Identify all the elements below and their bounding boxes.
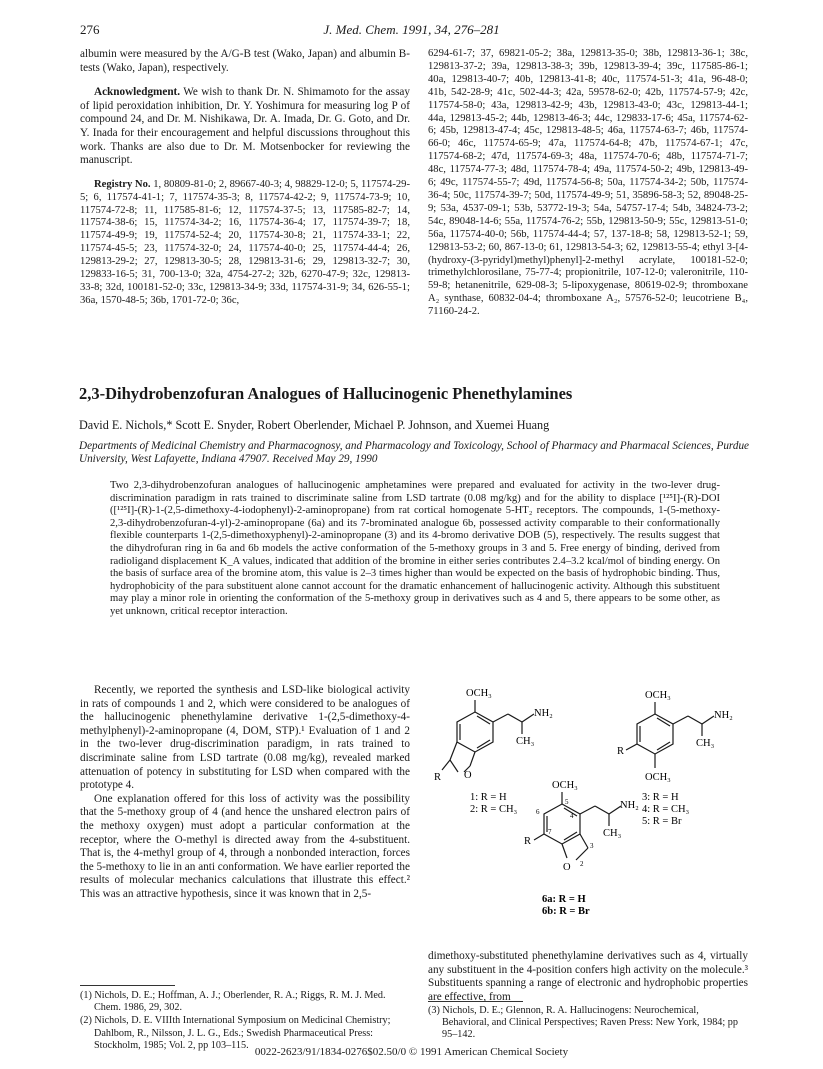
s12-och3-label: OCH₃: [466, 688, 492, 699]
compound-1-label: 1: R = H: [470, 792, 507, 803]
compound-6a-label: 6a: R = H: [542, 894, 586, 905]
top-right-column: [428, 48, 748, 319]
acknowledgment-body: We wish to thank Dr. N. Shimamoto for the assay of lipid peroxidation inhibition, Dr. Y. Yoshimura for measuring log P of compound 24, and Dr. M. Nishikawa, Dr. A. Imada, Dr. G. Goto, and Dr. Y. Inada for their encouragement and helpful discussions throughout this work. Thanks are also due to Dr. M. Motsenbocker for reviewing the manuscript.: [80, 86, 410, 167]
body-right-column: [428, 950, 748, 1004]
s12-r-label: R: [434, 772, 442, 783]
registry-heading: Registry No.: [94, 178, 151, 190]
compound-4-label: 4: R = CH₃: [642, 804, 690, 815]
s12-o-label: O: [464, 770, 472, 781]
article-title: 2,3-Dihydrobenzofuran Analogues of Hallucinogenic Phenethylamines: [79, 384, 573, 403]
running-header: J. Med. Chem. 1991, 34, 276–281: [323, 22, 500, 37]
article-abstract: Two 2,3-dihydrobenzofuran analogues of hallucinogenic amphetamines were prepared and evaluated for activity in the two-lever drug-discrimination paradigm in rats trained to discriminate saline from LSD tartrate (0.08 mg/kg) and for the ability to displace [¹²⁵I]-(R)-DOI ([¹²⁵I]-(R)-1-(2,5-dimethoxy-4-iodophenyl)-2-aminopropane) from rat cortical homogenate 5-HT₂ receptors. The compounds, 1-(5-methoxy-2,3-dihydrobenzofuran-4-yl)-2-aminopropane (6a) and its 7-brominated analogue 6b, possessed activity comparable to their conformationally flexible counterparts 1-(2,5-dimethoxyphenyl)-2-aminopropane (3) and its 4-bromo derivative DOB (5), respectively. The results suggest that the dihydrofuran ring in 6a and 6b models the active conformation of the 5-methoxy groups in 3 and 5. Free energy of binding, derived from radioligand displacement K_A values, indicated that addition of the bromine in either series contributes 2.4–3.2 kcal/mol of binding energy. On the basis of surface area of the bromine atom, this value is 2–3 times higher than would be expected on the basis of hydrophobic binding. Thus, hydrophobicity of the para substituent alone cannot account for the dramatic enhancement of hallucinogenic activity. Although this substituent may play a minor role in orienting the conformation of the 5-methoxy group in derivatives such as 4 and 5, there appears to be some other, as yet unknown, critical receptor interaction.: [110, 480, 720, 617]
previous-article-tail: albumin were measured by the A/G-B test (Wako, Japan) and albumin B-tests (Wako, Japan), respectively.: [80, 48, 410, 74]
compound-6b-label: 6b: R = Br: [542, 906, 590, 917]
page-footer: 0022-2623/91/1834-0276$02.50/0 © 1991 American Chemical Society: [254, 1046, 569, 1058]
s345-ch3-label: CH₃: [696, 738, 715, 749]
footnote-1: (1) Nichols, D. E.; Hoffman, A. J.; Oberlender, R. A.; Riggs, R. M. J. Med. Chem. 1986, 29, 302.: [80, 990, 386, 1014]
top-left-column: [80, 48, 410, 308]
s6-atom-6: 6: [536, 808, 540, 816]
compound-3-label: 3: R = H: [642, 792, 679, 803]
article-affiliation: Departments of Medicinal Chemistry and Pharmacognosy, and Pharmacology and Toxicology, School of Pharmacy and Pharmacal Sciences, Purdue University, West Lafayette, Indiana 47907. Received May 29, 1990: [79, 440, 750, 466]
registry-continued: 6294-61-7; 37, 69821-05-2; 38a, 129813-35-0; 38b, 129813-36-1; 38c, 129813-37-2; 39a, 129813-38-3; 39b, 129813-39-4; 39c, 117585-86-1; 40a, 129813-40-7; 40b, 129813-41-8; 40c, 117574-51-3; 41a, 96-48-0; 41b, 542-28-9; 41c, 502-44-3; 42a, 59578-62-0; 42b, 117574-57-9; 42c, 117574-58-0; 43a, 129813-42-9; 43b, 129813-43-0; 43c, 129813-44-1; 44a, 129813-45-2; 44b, 129813-46-3; 44c, 129833-17-6; 45a, 117574-62-6; 45b, 129813-47-4; 45c, 129813-48-5; 46a, 117574-63-7; 46b, 117574-66-0; 46c, 117574-65-9; 47a, 117574-64-8; 47b, 117574-67-1; 47c, 117574-68-2; 47d, 117574-69-3; 48a, 117574-70-6; 48b, 117574-71-7; 48c, 117574-77-3; 48d, 117574-78-4; 49a, 117574-50-2; 49b, 129813-49-6; 49c, 117574-55-7; 49d, 117574-56-8; 50a, 117574-34-2; 50b, 117574-36-4; 50c, 117574-39-7; 50d, 117574-49-9; 51, 35896-58-3; 52, 89048-25-9; 53a, 4537-09-1; 53b, 53772-19-3; 54a, 54757-17-4; 54b, 34824-73-2; 54c, 89048-14-6; 55a, 117574-76-2; 55b, 129813-50-9; 55c, 129813-51-0; 56a, 117574-40-0; 56b, 117574-44-4; 57, 137-18-8; 58, 129813-52-1; 59, 129813-53-2; 60, 867-13-0; 61, 129813-54-3; 62, 129813-55-4; ethyl 3-[4-(hydroxy-(3-pyridyl)methyl)phenyl]-2-methyl acrylate, 100181-52-0; trimethylchlorosilane, 75-77-4; propionitrile, 107-12-0; valeronitrile, 110-59-8; hetanenitrile, 629-08-3; 5-lipoxygenase, 80619-02-9; thromboxane A₂ synthase, 60832-04-4; thromboxane A₂, 57576-52-0; leucotriene B₄, 71160-24-2.: [428, 48, 748, 318]
registry-paragraph: [80, 179, 410, 308]
s12-nh2-label: NH₂: [534, 708, 553, 719]
structure-3-4-5: [626, 702, 714, 768]
s345-och3-top-label: OCH₃: [645, 690, 671, 701]
footnote-2: (2) Nichols, D. E. VIIIth International Symposium on Medicinal Chemistry; Dahlbom, R., Nilsson, J. L. G., Eds.; Swedish Pharmaceutical Press: Stockholm, 1985; Vol. 2, pp 103–115.: [80, 1015, 391, 1051]
s12-ch3-label: CH₃: [516, 736, 535, 747]
body-paragraph-1: Recently, we reported the synthesis and LSD-like biological activity in rats of compounds 1 and 2, which were considered to be analogues of the hallucinogenic phenethylamine derivative 1-(2,5-dimethoxy-4-methylphenyl)-2-aminopropane (4, DOM, STP).¹ Evaluation of 1 and 2 in the two-lever drug-discrimination paradigm, in rats trained to discriminate saline from LSD tartrate (0.08 mg/kg), revealed marked attenuation of potency in substituting for LSD when compared with the prototype 4.: [80, 684, 410, 792]
compound-2-label: 2: R = CH₃: [470, 804, 518, 815]
footnote-rule-right: [428, 1001, 523, 1002]
footnotes-right: [428, 1005, 748, 1043]
s6-r-label: R: [524, 836, 532, 847]
body-right-paragraph: dimethoxy-substituted phenethylamine derivatives such as 4, virtually any substituent in the 4-position confers high activity on the molecule.³ Substituents spanning a range of electronic and hydrophobic properties are effective, from: [428, 950, 748, 1003]
s345-och3-bottom-label: OCH₃: [645, 772, 671, 783]
s6-atom-2: 2: [580, 860, 584, 868]
s6-atom-7: 7: [548, 828, 552, 836]
chemical-structures: [430, 684, 750, 944]
s6-atom-4: 4: [570, 812, 574, 820]
s6-atom-5: 5: [565, 798, 569, 806]
page-number: 276: [80, 22, 100, 37]
s6-ch3-label: CH₃: [603, 828, 622, 839]
compound-5-label: 5: R = Br: [642, 816, 682, 827]
s6-och3-label: OCH₃: [552, 780, 578, 791]
s345-nh2-label: NH₂: [714, 710, 733, 721]
body-left-column: [80, 684, 410, 902]
acknowledgment-paragraph: [80, 86, 410, 168]
s6-atom-3: 3: [590, 842, 594, 850]
footnote-rule: [80, 985, 175, 986]
s345-r-label: R: [617, 746, 625, 757]
article-authors: David E. Nichols,* Scott E. Snyder, Robert Oberlender, Michael P. Johnson, and Xuemei Huang: [79, 418, 550, 432]
s6-nh2-label: NH₂: [620, 800, 639, 811]
s6-o-label: O: [563, 862, 571, 873]
footnote-3: (3) Nichols, D. E.; Glennon, R. A. Hallucinogens: Neurochemical, Behavioral, and Clinical Perspectives; Raven Press: New York, 1984; pp 95–142.: [428, 1005, 738, 1041]
acknowledgment-heading: Acknowledgment.: [94, 86, 181, 99]
registry-body: 1, 80809-81-0; 2, 89667-40-3; 4, 98829-12-0; 5, 117574-29-5; 6, 117574-41-1; 7, 117574-35-3; 8, 117574-42-2; 9, 117574-73-9; 10, 117574-72-8; 11, 117585-81-6; 12, 117574-37-5; 13, 117585-82-7; 14, 117574-38-6; 15, 117574-34-2; 16, 117574-36-4; 17, 117574-39-7; 18, 117574-49-9; 19, 117574-52-4; 20, 117574-30-8; 21, 117574-33-1; 22, 117574-45-5; 23, 117574-32-0; 24, 117574-40-0; 25, 117574-44-4; 26, 129813-29-2; 27, 129813-30-5; 28, 129813-31-6; 29, 129813-32-7; 30, 129833-16-5; 31, 700-13-0; 32a, 4754-27-2; 32b, 6270-47-9; 32c, 129813-33-8; 32d, 100181-52-0; 33c, 129813-34-9; 33d, 117574-31-9; 34, 626-55-1; 36a, 1570-48-5; 36b, 1701-72-0; 36c,: [80, 178, 410, 306]
body-paragraph-2: One explanation offered for this loss of activity was the possibility that the 5-methoxy group of 4 (and hence the unshared electron pairs of the methoxy oxygen) must adopt a particular conformation at the receptor, where the O-methyl is directed away from the 4-substituent. That is, the 4-methyl group of 4, through a nonbonded interaction, forces the 5-methoxy to lie in an anti conformation. We have earlier reported the results of molecular mechanics calculations that illustrate this effect.² This was an attractive hypothesis, since it was known that in 2,5-: [80, 792, 410, 900]
footnotes-left: [80, 990, 410, 1053]
structure-6: [534, 792, 621, 860]
